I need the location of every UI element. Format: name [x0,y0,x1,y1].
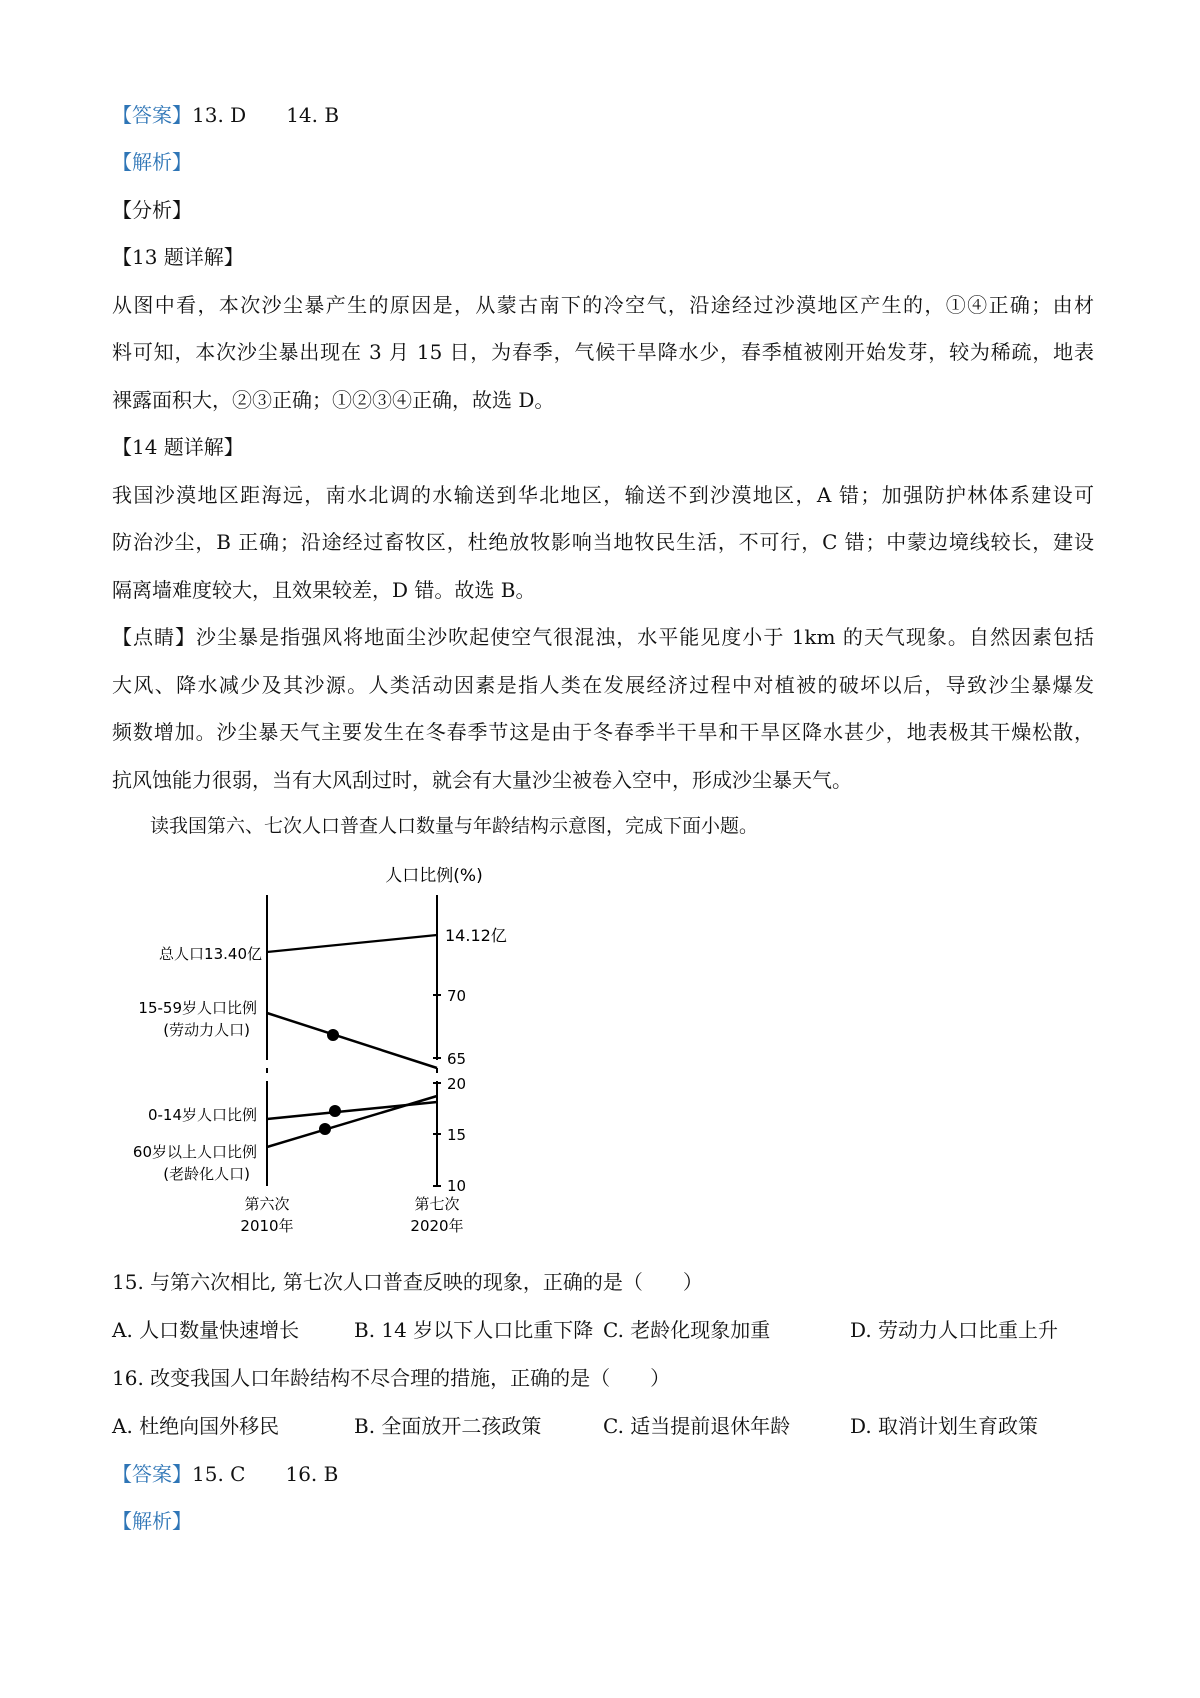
answer-line-2 [112,1462,338,1486]
old-series-sublabel: (老龄化人口) [163,1165,250,1183]
old-series-line [267,1096,437,1147]
x-label-sixth: 第六次 [244,1195,290,1213]
young-series-label: 0-14岁人口比例 [147,1106,257,1124]
labor-series-sublabel: (劳动力人口) [163,1021,250,1039]
total-population-end-label: 14.12亿 [445,926,507,945]
analysis-tag-2: 【解析】 [112,1509,192,1533]
population-chart [112,855,532,1245]
q16-option-c[interactable]: C. 适当提前退休年龄 [603,1414,791,1438]
dianjing-line: 抗风蚀能力很弱，当有大风刮过时，就会有大量沙尘被卷入空中，形成沙尘暴天气。 [112,768,852,792]
total-population-line [267,935,437,952]
q15-option-d[interactable]: D. 劳动力人口比重上升 [850,1318,1059,1342]
answer-tag: 【答案】 [112,1462,192,1486]
q16-option-a[interactable]: A. 杜绝向国外移民 [112,1414,280,1438]
population-chart-svg [112,855,532,1245]
answer-text: 13. D 14. B [192,103,340,127]
tick-label-15: 15 [447,1126,467,1144]
q14-explain-line: 隔离墙难度较大，且效果较差，D 错。故选 B。 [112,578,536,602]
labor-series-point [327,1029,339,1041]
chart-title: 人口比例(%) [385,866,483,886]
tick-label-10: 10 [447,1177,467,1195]
dianjing-line: 大风、降水减少及其沙源。人类活动因素是指人类在发展经济过程中对植被的破坏以后，导致沙尘暴爆发 [112,673,1094,697]
young-series-point [329,1105,341,1117]
q15-option-b[interactable]: B. 14 岁以下人口比重下降 [354,1318,594,1342]
q14-heading: 【14 题详解】 [112,435,244,459]
fenxi-heading: 【分析】 [112,198,192,222]
q15-stem: 15. 与第六次相比, 第七次人口普查反映的现象，正确的是（ ） [112,1270,703,1294]
q15-option-c[interactable]: C. 老龄化现象加重 [603,1318,771,1342]
dianjing-line: 频数增加。沙尘暴天气主要发生在冬春季节这是由于冬春季半干旱和干旱区降水甚少，地表极其干燥松散， [112,720,1094,744]
q16-option-d[interactable]: D. 取消计划生育政策 [850,1414,1039,1438]
q14-explain-line: 防治沙尘，B 正确；沿途经过畜牧区，杜绝放牧影响当地牧民生活，不可行，C 错；中蒙边境线较长，建设 [112,530,1094,554]
q13-explain-line: 料可知，本次沙尘暴出现在 3 月 15 日，为春季，气候干旱降水少，春季植被刚开始发芽，较为稀疏，地表 [112,340,1094,364]
q16-option-b[interactable]: B. 全面放开二孩政策 [354,1414,542,1438]
x-label-2020: 2020年 [410,1217,464,1235]
answer-line-1 [112,103,339,127]
tick-label-20: 20 [447,1075,467,1093]
labor-series-label: 15-59岁人口比例 [138,999,257,1017]
q16-stem: 16. 改变我国人口年龄结构不尽合理的措施，正确的是（ ） [112,1366,671,1390]
x-label-seventh: 第七次 [414,1195,460,1213]
dianjing-line: 【点睛】沙尘暴是指强风将地面尘沙吹起使空气很混浊，水平能见度小于 1km 的天气现象。自然因素包括 [112,625,1094,649]
tick-label-70: 70 [447,987,467,1005]
q13-explain-line: 裸露面积大，②③正确；①②③④正确，故选 D。 [112,388,555,412]
q14-explain-line: 我国沙漠地区距海远，南水北调的水输送到华北地区，输送不到沙漠地区，A 错；加强防护林体系建设可 [112,483,1094,507]
q13-heading: 【13 题详解】 [112,245,244,269]
x-label-2010: 2010年 [240,1217,294,1235]
answer-text: 15. C 16. B [192,1462,339,1486]
old-series-label: 60岁以上人口比例 [132,1143,257,1161]
q13-explain-line: 从图中看，本次沙尘暴产生的原因是，从蒙古南下的冷空气，沿途经过沙漠地区产生的，①④正确；由材 [112,293,1094,317]
labor-series-line [267,1013,437,1068]
analysis-tag-1: 【解析】 [112,150,192,174]
question-intro: 读我国第六、七次人口普查人口数量与年龄结构示意图，完成下面小题。 [150,815,759,837]
old-series-point [319,1123,331,1135]
answer-tag: 【答案】 [112,103,192,127]
tick-label-65: 65 [447,1050,467,1068]
total-population-label: 总人口13.40亿 [159,945,262,963]
q15-option-a[interactable]: A. 人口数量快速增长 [112,1318,300,1342]
